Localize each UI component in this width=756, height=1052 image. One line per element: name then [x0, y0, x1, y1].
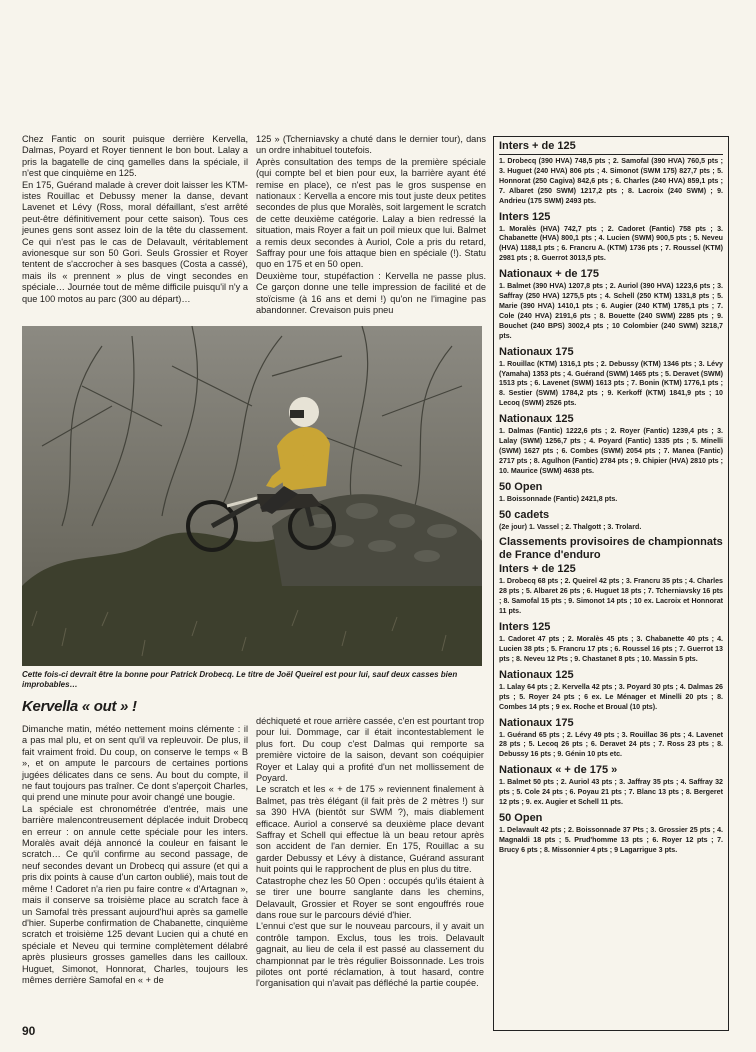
paragraph: déchiqueté et roue arrière cassée, c'en est pourtant trop pour lui. Dommage, car il était incontestablement le plus fort. Du coup c'est Dalmas qui remporte sa première victoire de la saison, devant son coéquipier Royer et Lalay qui a profité d'un net mollissement de Poyard. [256, 716, 485, 784]
section-title: Inters + de 125 [499, 140, 576, 152]
results-section [499, 211, 723, 265]
paragraph: Après consultation des temps de la première spéciale (qui compte bel et bien pour eux, la barrière ayant été remise en place), ce n'est pas le gros suspense en nationaux : Kervella a encore mis tout juste deux petites secondes de plus que Moralès, soit largement le scratch de cette deuxième catégorie. Lalay a bien redressé la situation, mais Royer a fait un poil mieux que lui. Balmet a remis deux secondes à Auriol, Cole a pris du retard, Saffray pour une fois attaque bien en spéciale (!). Statu quo en 175 et en 50 open. [256, 156, 486, 270]
paragraph: Chez Fantic on sourit puisque derrière Kervella, Dalmas, Poyard et Royer tiennent le bon bout. Lalay a pris la bagatelle de cinq gamelles dans la spéciale, il n'est que cinquième en 125. [22, 134, 248, 179]
section-title: Nationaux 175 [499, 716, 574, 729]
section-body: 1. Cadoret 47 pts ; 2. Moralès 45 pts ; 3. Chabanette 40 pts ; 4. Lucien 38 pts ; 5. Francru 17 pts ; 6. Roussel 16 pts ; 7. Guerrot 13 pts ; 8. Neveu 12 Pts ; 9. Chastanet 8 pts ; 10. Massin 5 pts. [499, 635, 723, 663]
paragraph: 125 » (Tcherniavsky a chuté dans le dernier tour), dans un ordre inhabituel toutefois. [256, 134, 486, 156]
article-column-2 [256, 134, 486, 317]
paragraph: La spéciale est chronométrée d'entrée, mais une barrière malencontreusement déplacée induit Drobecq en erreur : on annule cette spéciale pour les inters. Moralès avait déjà annoncé la couleur en faisant le scratch… Ce qu'il confirme au second passage, de neuf secondes devant un Drobecq qui assure (et qui a pris dix points à cause d'un carton oublié), mais tout de même ! Cadoret n'a rien pu faire contre « d'Artagnan », mais il conserve sa troisième place au scratch face à un Samofal très pressant aujourd'hui après sa gamelle d'hier. Superbe confirmation de Chabanette, cinquième scratch et troisième 125 devant Lucien qui a chuté en spéciale et Neveu qui termine complètement délabré après plusieurs grosses gamelles dans les cailloux. Huguet, Simonot, Honnorat, Charles, toujours les mêmes derrière Samofal en « + de [22, 803, 248, 985]
article-column-3 [22, 724, 248, 986]
section-title: Inters 125 [499, 621, 551, 634]
section-body: 1. Lalay 64 pts ; 2. Kervella 42 pts ; 3. Poyard 30 pts ; 4. Dalmas 26 pts ; 5. Royer 24 pts ; 6 ex. Le Ménager et Minelli 20 pts ; 8. Combes 14 pts ; 9 ex. Roche et Broual (10 pts). [499, 682, 723, 711]
article-column-4 [256, 716, 484, 990]
photo-caption: Cette fois-ci devrait être la bonne pour Patrick Drobecq. Le titre de Joël Queirel est pour lui, sauf deux casses bien improbables… [22, 670, 458, 689]
paragraph: En 175, Guérand malade à crever doit laisser les KTM-istes Rouillac et Debussy mener la danse, devant Lavenet et Lévy (Ross, moral défaillant, s'est arrêté peut-être définitivement pour cette saison). Tous ces jeunes gens sont assez loin de la tête du classement. Ce qui n'est pas le cas de Delavault, véritablement avionesque sur son 50 Gori. Seuls Grossier et Royer tentent de s'accrocher à ses basques (Costa a cassé), mais ils « prennent » plus de vingt secondes en spéciale… Journée tout de même difficile puisqu'il n'y a que 100 motos au parc (300 au départ)… [22, 179, 248, 304]
section-title: Nationaux 125 [499, 413, 574, 426]
article-photo [22, 326, 482, 666]
section-title: Nationaux + de 175 [499, 268, 599, 281]
article-column-1 [22, 134, 248, 305]
section-body: (2e jour) 1. Vassel ; 2. Thalgott ; 3. Trolard. [499, 522, 642, 531]
section-body: 1. Rouillac (KTM) 1316,1 pts ; 2. Debussy (KTM) 1346 pts ; 3. Lévy (Yamaha) 1353 pts ; 4. Guérand (SWM) 1465 pts ; 5. Deravet (SWM) 1513 pts ; 6. Lavenet (SWM) 1613 pts ; 7. Bonin (KTM) 1776,1 pts ; 8. Sestier (SWM) 1784,2 pts ; 9. Kerkoff (KTM) 1841,9 pts ; 10 Lecoq (SWM) 2526 pts. [499, 359, 723, 408]
motorbike-rider-icon [22, 326, 482, 666]
section-title: Nationaux « + de 175 » [499, 764, 618, 777]
section-title: Nationaux 125 [499, 668, 574, 681]
section-body: 1. Delavault 42 pts ; 2. Boissonnade 37 Pts ; 3. Grossier 25 pts ; 4. Magnaldi 18 pts ; 5. Prud'homme 13 pts ; 6. Royer 12 pts ; 7. Brucy 6 pts ; 8. Missonnier 4 pts ; 9 Lagarrigue 3 pts. [499, 825, 723, 854]
results-section [499, 413, 723, 477]
results-section [499, 764, 723, 808]
section-title: 50 Open [499, 480, 543, 493]
divider [499, 154, 723, 155]
section-title: 50 Open [499, 811, 543, 824]
results-section [499, 536, 723, 617]
results-section [499, 621, 723, 665]
paragraph: L'ennui c'est que sur le nouveau parcours, il y avait un contrôle tampon. Exclus, tous les trois. Delavault gagnait, au lieu de cela il est passé au classement du championnat par le très régulier Boissonnade. Les trois pilotes ont porté réclamation, à tout hasard, contre l'organisation qui n'avait pas défléché la partie coupée. [256, 921, 484, 989]
section-body: 1. Moralès (HVA) 742,7 pts ; 2. Cadoret (Fantic) 758 pts ; 3. Chabanette (HVA) 800,1 pts ; 4. Lucien (SWM) 900,5 pts ; 5. Neveu (HVA) 1188,1 pts ; 6. Francru A. (KTM) 1736 pts ; 7. Roussel (KTM) 2981 pts ; 8. Guerrot 3013,5 pts. [499, 224, 723, 263]
paragraph: Dimanche matin, météo nettement moins clémente : il a pas mal plu, et on sent qu'il va repleuvoir. De plus, il fait vraiment froid. Du coup, on conserve le temps « B », et on ampute le parcours de certaines portions jugées délicates dans ce sens. Au bout du compte, il ne faut toujours pas traîner. Ce dont s'aperçoit Charles, qui prend une minute pour avoir changé une bougie. [22, 724, 248, 803]
results-section [499, 346, 723, 410]
section-body: 1. Drobecq 68 pts ; 2. Queirel 42 pts ; 3. Francru 35 pts ; 4. Charles 28 pts ; 5. Albaret 26 pts ; 6. Huguet 18 pts ; 7. Tcherniavsky 16 pts ; 8. Samofal 15 pts ; 9. Simonot 14 pts ; 10 ex. Lacroix et Honnorat 11 pts. [499, 577, 723, 616]
results-section [499, 812, 723, 856]
article-headline: Kervella « out » ! [22, 698, 137, 715]
standings-heading: Classements provisoires de championnats de France d'enduro [499, 536, 723, 562]
results-section [499, 140, 723, 207]
section-title: Inters + de 125 [499, 563, 576, 576]
section-body: 1. Guérand 65 pts ; 2. Lévy 49 pts ; 3. Rouillac 36 pts ; 4. Lavenet 28 pts ; 5. Lecoq 26 pts ; 6. Deravet 24 pts ; 7. Ross 23 pts ; 8. Debussy 16 pts ; 9. Génin 10 pts etc. [499, 730, 723, 759]
results-section [499, 268, 723, 341]
paragraph: Catastrophe chez les 50 Open : occupés qu'ils étaient à se tirer une bourre sanglante dans les chemins, Delavault, Grossier et Royer se sont engouffrés roue dans roue sur le parcours dévié d'hier. [256, 875, 484, 920]
paragraph: Deuxième tour, stupéfaction : Kervella ne passe plus. Ce garçon donne une telle impression de facilité et de stoïcisme (à 16 ans et demi !) qu'on ne l'imagine pas abandonner. Crevaison puis pneu [256, 270, 486, 316]
results-section [499, 717, 723, 761]
results-section [499, 481, 723, 505]
section-title: Nationaux 175 [499, 345, 574, 358]
section-body: 1. Drobecq (390 HVA) 748,5 pts ; 2. Samofal (390 HVA) 760,5 pts ; 3. Huguet (240 HVA) 806 pts ; 4. Simonot (SWM 175) 827,7 pts ; 5. Honnorat (250 Cagiva) 842,6 pts ; 6. Charles (240 HVA) 859,1 pts ; 7. Albaret (250 SWM) 1217,2 pts ; 8. Lacroix (240 SWM) ; 9. Andrieu (175 SWM) 2493 pts. [499, 157, 723, 205]
section-body: 1. Balmet 50 pts ; 2. Auriol 43 pts ; 3. Jaffray 35 pts ; 4. Saffray 32 pts ; 5. Cole 24 pts ; 6. Poyau 21 pts ; 7. Blanc 13 pts ; 8. Bergeret 12 pts ; 9. ex. Augier et Schell 11 pts. [499, 778, 723, 807]
section-body: 1. Balmet (390 HVA) 1207,8 pts ; 2. Auriol (390 HVA) 1223,6 pts ; 3. Saffray (250 HVA) 1275,5 pts ; 4. Schell (250 KTM) 1331,8 pts ; 5. Marie (390 HVA) 1410,1 pts ; 6. Augier (240 KTM) 1785,1 pts ; 7. Cole (240 HVA) 2191,6 pts ; 8. Bouette (240 SWM) 2285 pts ; 9. Bouchet (240 BPS) 3002,4 pts ; 10 Colombier (240 SWM) 3218,7 pts. [499, 282, 723, 340]
results-section [499, 509, 723, 533]
page-number: 90 [22, 1024, 36, 1038]
section-title: 50 cadets [499, 508, 550, 521]
section-title: Inters 125 [499, 210, 551, 223]
section-body: 1. Boissonnade (Fantic) 2421,8 pts. [499, 494, 618, 503]
paragraph: Le scratch et les « + de 175 » reviennent finalement à Balmet, pas très élégant (il fait près de 2 mètres !) sur sa 390 HVA (bientôt sur SWM ?), mais diablement efficace. Auriol a conservé sa deuxième place devant Saffray et Schell qui effectue là un beau retour après son accident de l'an dernier. En 175, Rouillac a su garder Debussy et Lévy à distance, Guérand assurant huit points qui le rapprochent de plus en plus du titre. [256, 784, 484, 875]
results-box [493, 136, 729, 1031]
results-section [499, 669, 723, 713]
section-body: 1. Dalmas (Fantic) 1222,6 pts ; 2. Royer (Fantic) 1239,4 pts ; 3. Lalay (SWM) 1256,7 pts ; 4. Poyard (Fantic) 1335 pts ; 5. Minelli (SWM) 1627 pts ; 6. Combes (SWM) 2054 pts ; 7. Manea (Fantic) 2717 pts ; 8. Agulhon (Fantic) 2784 pts ; 9. Chipier (HVA) 2810 pts ; 10. Maurice (SWM) 4638 pts. [499, 427, 723, 475]
